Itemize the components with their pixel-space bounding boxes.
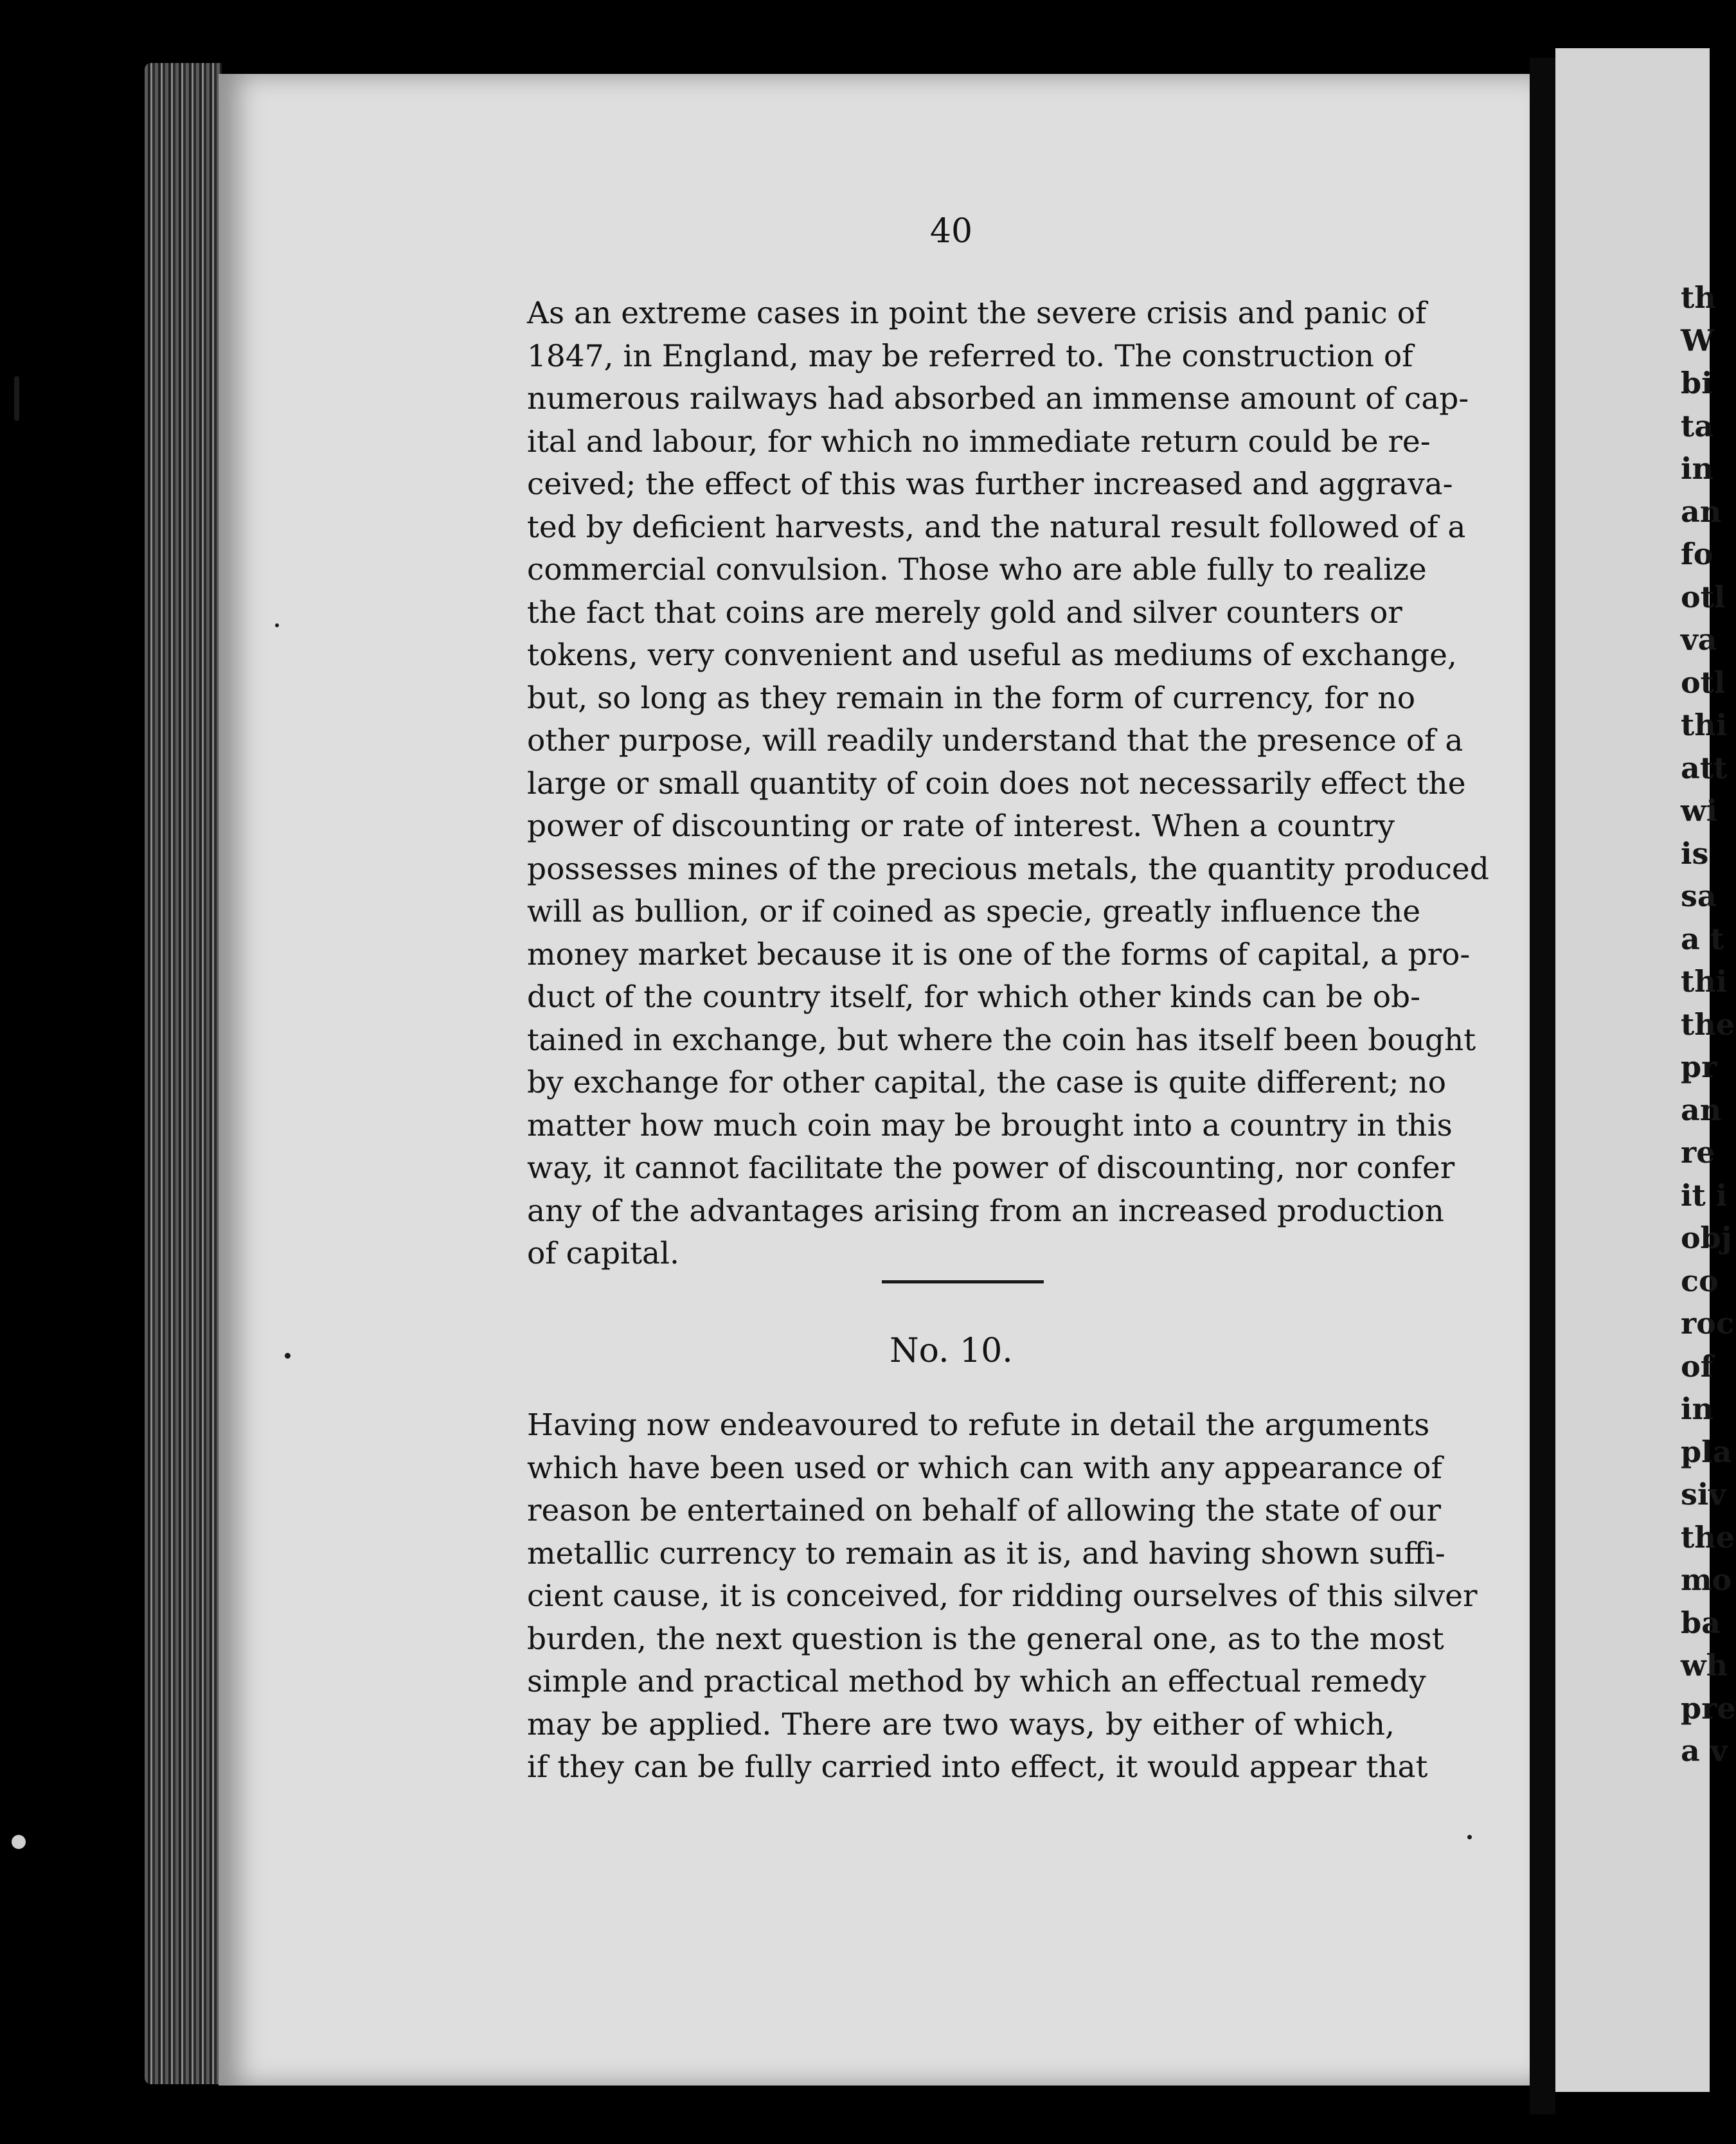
facing-page-fragment: roc (1681, 1306, 1734, 1341)
paragraph-2-line: cient cause, it is conceived, for ridding ourselves of this silver (527, 1578, 1478, 1614)
facing-page-fragment: the (1681, 1006, 1735, 1042)
paragraph-1-line: ted by deficient harvests, and the natural result followed of a (527, 509, 1466, 545)
facing-page-fragment: re (1681, 1135, 1715, 1170)
facing-page-fragment: W (1681, 323, 1714, 358)
paragraph-1-line: duct of the country itself, for which other kinds can be ob- (527, 979, 1420, 1015)
section-divider (882, 1280, 1044, 1283)
paragraph-1-line: large or small quantity of coin does not necessarily effect the (527, 765, 1466, 801)
facing-page-fragment: in (1681, 451, 1714, 486)
paragraph-1-line: ceived; the effect of this was further increased and aggrava- (527, 467, 1453, 502)
facing-page-fragment: obj (1681, 1220, 1732, 1255)
facing-page-fragment: a v (1681, 1733, 1728, 1768)
paragraph-1-line: power of discounting or rate of interest. When a country (527, 808, 1395, 844)
facing-page-fragment: an (1681, 494, 1722, 529)
facing-page-fragment: the (1681, 1519, 1735, 1555)
facing-page-fragment: co (1681, 1263, 1719, 1298)
facing-page-fragment: an (1681, 1092, 1722, 1127)
facing-page-fragment: va (1681, 622, 1717, 657)
facing-page-fragment: bi (1681, 366, 1713, 400)
paragraph-1-line: numerous railways had absorbed an immense amount of cap- (527, 381, 1469, 416)
paragraph-1-line: any of the advantages arising from an increased production (527, 1193, 1444, 1229)
scan-speck (275, 623, 279, 627)
paragraph-2-line: Having now endeavoured to refute in detail the arguments (527, 1407, 1430, 1443)
paragraph-1-line: tokens, very convenient and useful as mediums of exchange, (527, 638, 1457, 673)
paragraph-1-line: the fact that coins are merely gold and silver counters or (527, 594, 1402, 630)
facing-page-fragment: it i (1681, 1177, 1728, 1213)
facing-page-fragment: of (1681, 1348, 1714, 1384)
binding-gutter (1530, 58, 1555, 2114)
paragraph-1-line: ital and labour, for which no immediate return could be re- (527, 424, 1431, 460)
facing-page-fragment: a t (1681, 921, 1724, 956)
paragraph-1-line: As an extreme cases in point the severe crisis and panic of (527, 296, 1427, 331)
page-number: 40 (929, 212, 973, 251)
facing-page-fragment: sa (1681, 879, 1717, 913)
facing-page-fragment: thi (1681, 964, 1728, 999)
paragraph-2-line: if they can be fully carried into effect, it would appear that (527, 1749, 1428, 1785)
paragraph-1-line: but, so long as they remain in the form of currency, for no (527, 680, 1416, 716)
scan-speck (14, 376, 19, 421)
facing-page-fragment: ba (1681, 1605, 1721, 1640)
facing-page-fragment: siv (1681, 1477, 1726, 1512)
facing-page-fragment: pr (1681, 1050, 1717, 1084)
paragraph-1-line: other purpose, will readily understand that the presence of a (527, 723, 1463, 758)
paragraph-1-line: of capital. (527, 1236, 679, 1271)
facing-page-fragment: is (1681, 835, 1709, 871)
paragraph-1-line: will as bullion, or if coined as specie, greatly influence the (527, 894, 1421, 929)
facing-page-fragment: att (1681, 750, 1728, 785)
page-edges (145, 63, 222, 2084)
scan-speck (285, 1353, 291, 1359)
paragraph-1-line: 1847, in England, may be referred to. The construction of (527, 338, 1413, 374)
paragraph-2-line: burden, the next question is the general one, as to the most (527, 1621, 1444, 1657)
facing-page-fragment: wi (1681, 793, 1718, 828)
facing-page-text (1681, 276, 1736, 1773)
paragraph-1-line: commercial convulsion. Those who are able fully to realize (527, 552, 1427, 587)
facing-page-fragment: otl (1681, 665, 1726, 700)
paragraph-2-line: simple and practical method by which an effectual remedy (527, 1664, 1426, 1699)
facing-page-fragment: thi (1681, 708, 1728, 742)
facing-page-fragment: wh (1681, 1648, 1728, 1683)
paragraph-1-line: by exchange for other capital, the case is quite different; no (527, 1065, 1447, 1100)
paragraph-2 (527, 1404, 1478, 1789)
facing-page-fragment: th (1681, 280, 1716, 315)
paragraph-2-line: which have been used or which can with any appearance of (527, 1450, 1442, 1486)
paragraph-1-line: way, it cannot facilitate the power of discounting, nor confer (527, 1150, 1455, 1186)
facing-page-fragment: fo (1681, 537, 1714, 571)
facing-page-fragment: mo (1681, 1562, 1732, 1597)
paragraph-2-line: metallic currency to remain as it is, and having shown suffi- (527, 1535, 1445, 1571)
paragraph-1 (527, 292, 1489, 1276)
facing-page-fragment: pla (1681, 1434, 1732, 1469)
facing-page-fragment: pre (1681, 1690, 1736, 1726)
facing-page-fragment: otl (1681, 579, 1726, 614)
scan-speck (12, 1835, 26, 1849)
scan-speck (1467, 1835, 1472, 1839)
paragraph-1-line: money market because it is one of the forms of capital, a pro- (527, 936, 1471, 972)
section-heading: No. 10. (890, 1332, 1013, 1370)
facing-page-fragment: ta (1681, 408, 1714, 443)
paragraph-2-line: reason be entertained on behalf of allowing the state of our (527, 1493, 1441, 1528)
paragraph-1-line: matter how much coin may be brought into a country in this (527, 1107, 1453, 1143)
facing-page-fragment: in (1681, 1391, 1714, 1426)
paragraph-1-line: tained in exchange, but where the coin has itself been bought (527, 1022, 1476, 1058)
paragraph-1-line: possesses mines of the precious metals, the quantity produced (527, 851, 1489, 887)
paragraph-2-line: may be applied. There are two ways, by either of which, (527, 1706, 1395, 1742)
